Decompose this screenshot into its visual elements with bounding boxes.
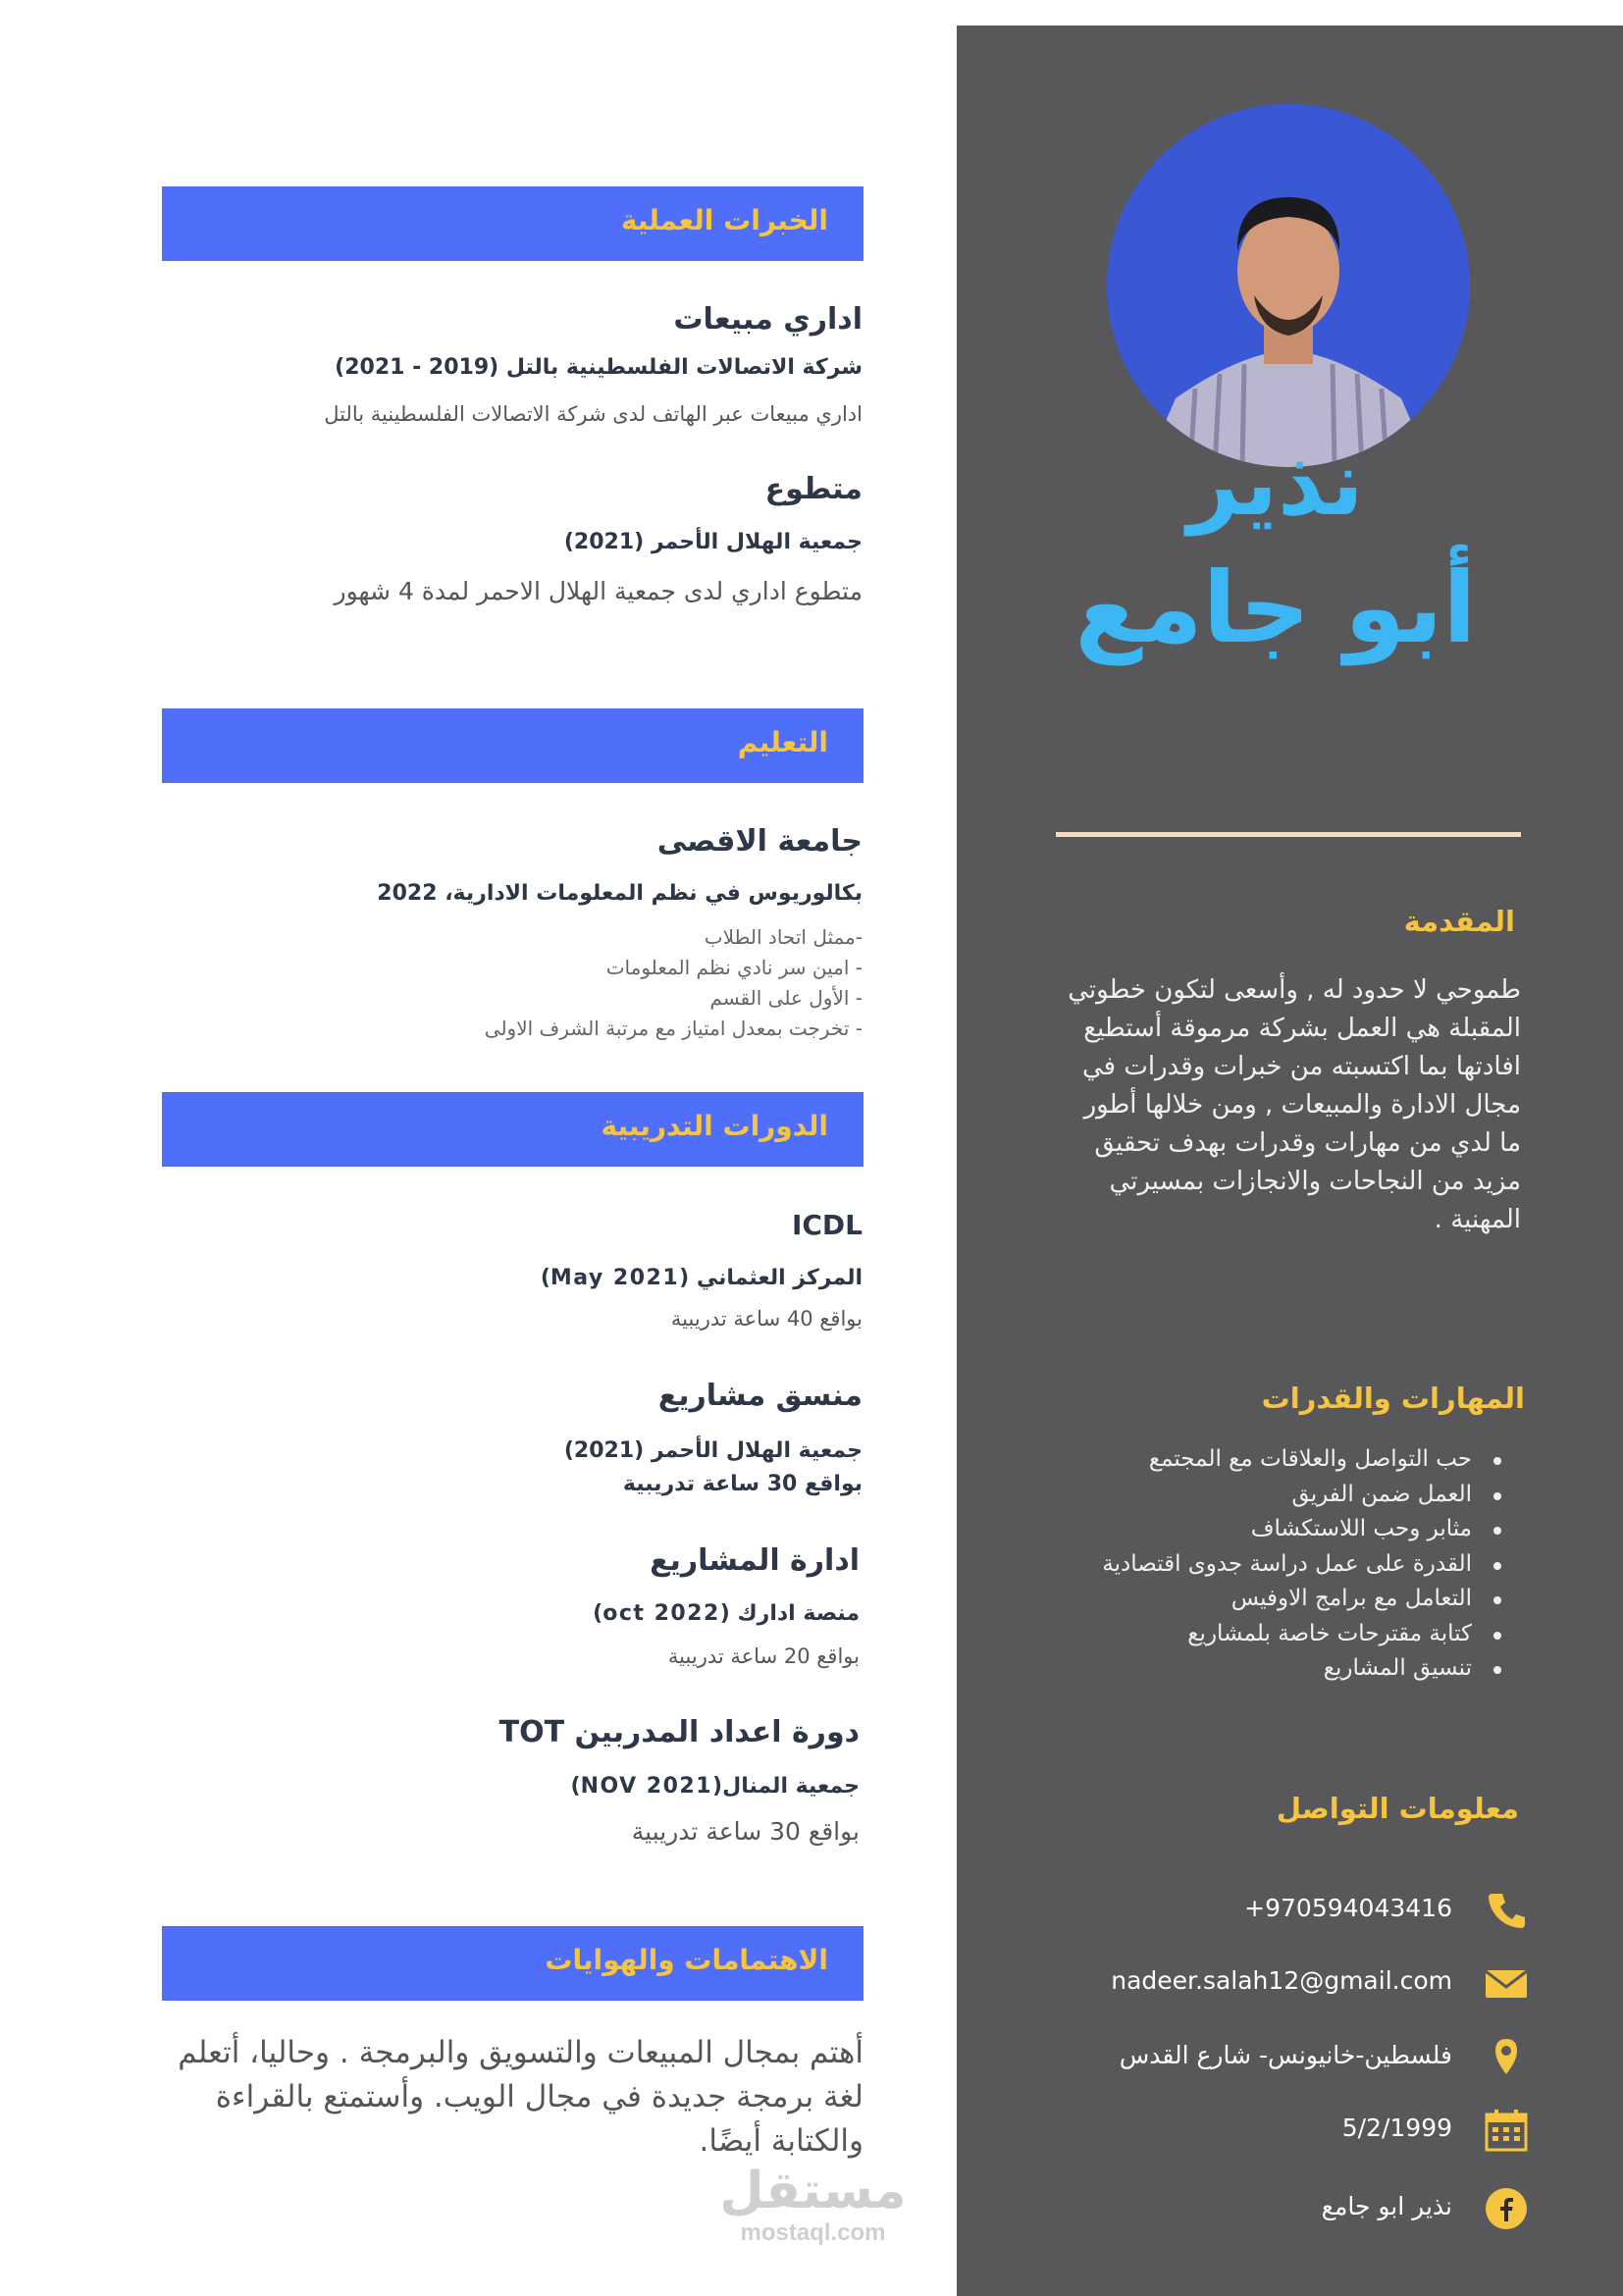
education-bullet: - الأول على القسم	[709, 986, 863, 1010]
intro-text: طموحي لا حدود له , وأسعى لتكون خطوتي المقبلة هي العمل بشركة مرموقة أستطيع افادتها بما اكتسبته من خبرات وقدرات في مجال الادارة والمبيعات , ومن خلالها أطور ما لدي من مهارات وقدرات بهدف تحقيق مزيد من النجاحات والانجازات بمسيرتي المهنية .	[1068, 975, 1521, 1234]
education-bullet: - امين سر نادي نظم المعلومات	[605, 956, 863, 979]
course-org: جمعية الهلال الأحمر (2021)	[563, 1438, 863, 1463]
address-text: فلسطين-خانيونس- شارع القدس	[1119, 2041, 1452, 2069]
birthdate-text: 5/2/1999	[1341, 2113, 1452, 2142]
skill-item: تنسيق المشاريع	[1055, 1651, 1521, 1687]
education-heading: التعليم	[737, 726, 828, 758]
experience-heading: الخبرات العملية	[620, 204, 828, 236]
course-org: جمعية المنال(NOV 2021)	[570, 1774, 860, 1799]
hobbies-section-header	[162, 1926, 864, 2001]
course-title: ادارة المشاريع	[650, 1543, 860, 1578]
course-desc: بواقع 30 ساعة تدريبية	[631, 1817, 860, 1846]
skill-item: التعامل مع برامج الاوفيس	[1055, 1582, 1521, 1617]
person-silhouette-icon	[1107, 104, 1470, 467]
location-pin-icon	[1482, 2033, 1531, 2082]
mail-icon	[1482, 1958, 1531, 2008]
last-name: أبو جامع	[1074, 550, 1477, 665]
hobbies-text: أهتم بمجال المبيعات والتسويق والبرمجة . وحاليا، أتعلم لغة برمجة جديدة في مجال الويب. وأستمتع بالقراءة والكتابة أيضًا.	[178, 2035, 864, 2159]
sidebar-divider	[1056, 832, 1521, 837]
experience-title: اداري مبيعات	[673, 302, 863, 337]
contact-email	[1079, 1958, 1531, 2008]
education-bullet: -ممثل اتحاد الطلاب	[704, 925, 863, 949]
watermark-logo	[712, 2164, 914, 2248]
course-desc: بواقع 40 ساعة تدريبية	[670, 1307, 863, 1331]
education-bullets	[372, 922, 863, 1044]
course-title: منسق مشاريع	[657, 1379, 863, 1413]
contact-address	[1079, 2033, 1531, 2082]
watermark-arabic: مستقل	[719, 2162, 907, 2220]
experience-section-header	[162, 186, 864, 261]
profile-photo	[1107, 104, 1470, 467]
watermark-latin: mostaql.com	[740, 2219, 886, 2246]
first-name: نذير	[1187, 431, 1364, 536]
calendar-icon	[1482, 2106, 1531, 2155]
skill-item: العمل ضمن الفريق	[1055, 1478, 1521, 1513]
courses-heading: الدورات التدريبية	[601, 1110, 828, 1142]
phone-number: 970594043416+	[1244, 1894, 1452, 1922]
course-desc: بواقع 30 ساعة تدريبية	[622, 1472, 863, 1496]
education-section-header	[162, 708, 864, 783]
experience-org: جمعية الهلال الأحمر (2021)	[563, 530, 863, 554]
course-org: المركز العثماني (May 2021)	[540, 1266, 863, 1290]
education-school: جامعة الاقصى	[656, 824, 863, 859]
skill-item: القدرة على عمل دراسة جدوى اقتصادية	[1055, 1547, 1521, 1583]
courses-section-header	[162, 1092, 864, 1167]
education-bullet: - تخرجت بمعدل امتياز مع مرتبة الشرف الاولى	[484, 1017, 863, 1040]
course-org: منصة ادارك (oct 2022)	[593, 1601, 860, 1626]
course-desc: بواقع 20 ساعة تدريبية	[667, 1644, 860, 1668]
contact-phone	[1079, 1886, 1531, 1935]
experience-org: شركة الاتصالات الفلسطينية بالتل (2019 - 2021)	[335, 355, 863, 380]
experience-desc: متطوع اداري لدى جمعية الهلال الاحمر لمدة 4 شهور	[334, 577, 863, 605]
skill-item: حب التواصل والعلاقات مع المجتمع	[1055, 1442, 1521, 1478]
experience-title: متطوع	[764, 472, 863, 506]
contact-birthdate	[1079, 2106, 1531, 2155]
contact-facebook	[1079, 2184, 1531, 2233]
skills-list	[1055, 1442, 1521, 1687]
facebook-icon[interactable]	[1482, 2184, 1531, 2233]
email-address[interactable]: nadeer.salah12@gmail.com	[1111, 1966, 1452, 1995]
experience-desc: اداري مبيعات عبر الهاتف لدى شركة الاتصالات الفلسطينية بالتل	[324, 402, 863, 426]
facebook-name[interactable]: نذير ابو جامع	[1321, 2192, 1452, 2220]
skills-heading: المهارات والقدرات	[1261, 1382, 1525, 1415]
skill-item: كتابة مقترحات خاصة بلمشاريع	[1055, 1617, 1521, 1652]
skill-item: مثابر وحب اللاستكشاف	[1055, 1512, 1521, 1547]
education-degree: بكالوريوس في نظم المعلومات الادارية، 2022	[377, 881, 863, 906]
intro-heading: المقدمة	[1403, 905, 1515, 938]
hobbies-heading: الاهتمامات والهوايات	[545, 1944, 828, 1976]
course-title: دورة اعداد المدربين TOT	[498, 1715, 860, 1749]
phone-icon	[1482, 1886, 1531, 1935]
contact-heading: معلومات التواصل	[1276, 1792, 1519, 1825]
course-title: ICDL	[791, 1209, 863, 1241]
